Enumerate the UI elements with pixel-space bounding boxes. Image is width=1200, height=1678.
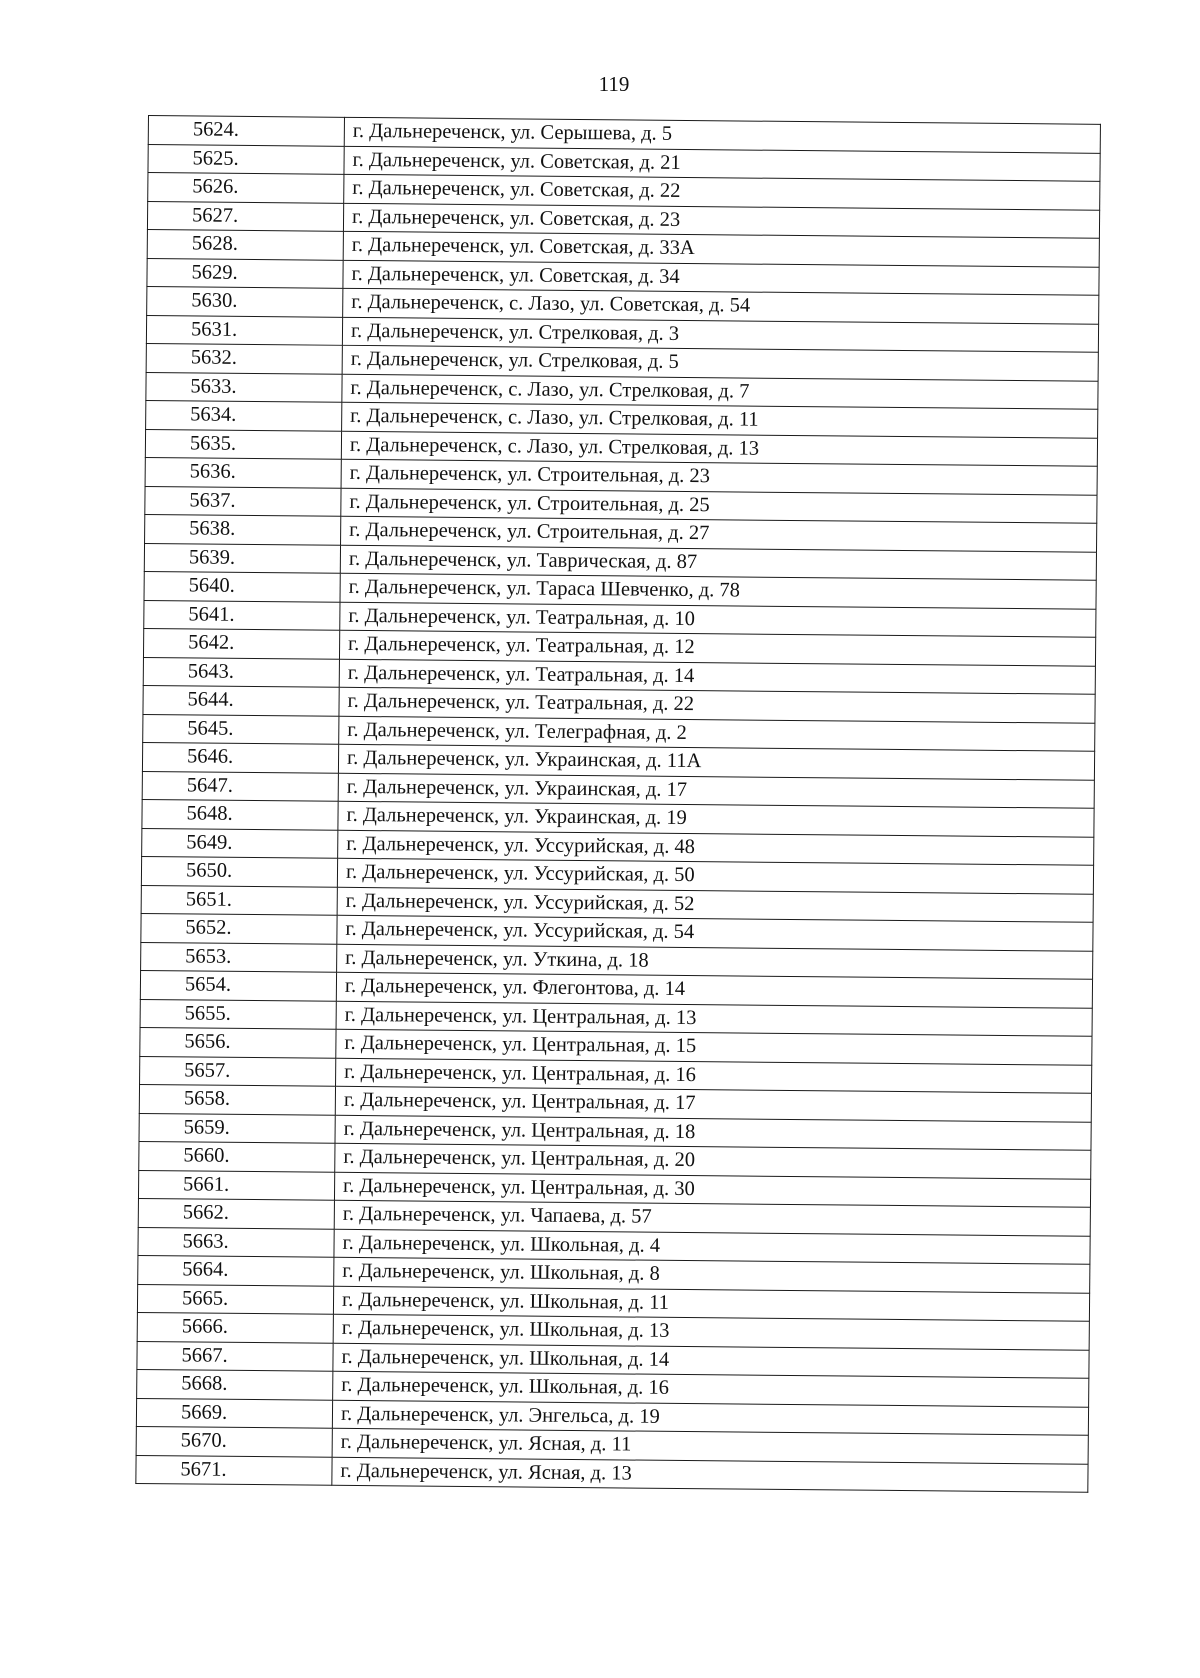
row-number: 5634. [146,400,342,430]
row-address: г. Дальнереченск, ул. Уссурийская, д. 50 [337,858,1093,893]
row-number: 5652. [141,913,337,943]
row-number: 5638. [145,514,341,544]
row-number: 5646. [142,742,338,772]
row-number: 5667. [137,1341,333,1371]
row-address: г. Дальнереченск, ул. Уссурийская, д. 54 [337,915,1093,950]
row-address: г. Дальнереченск, ул. Энгельса, д. 19 [332,1400,1088,1435]
row-address: г. Дальнереченск, ул. Центральная, д. 17 [335,1086,1091,1121]
row-address: г. Дальнереченск, ул. Чапаева, д. 57 [334,1200,1090,1235]
row-address: г. Дальнереченск, ул. Школьная, д. 13 [333,1314,1089,1349]
row-number: 5664. [138,1255,334,1285]
row-address: г. Дальнереченск, с. Лазо, ул. Советская, д. 54 [343,288,1099,323]
row-address: г. Дальнереченск, ул. Советская, д. 33А [343,231,1099,266]
row-address: г. Дальнереченск, ул. Центральная, д. 18 [335,1115,1091,1150]
row-address: г. Дальнереченск, ул. Театральная, д. 12 [339,630,1095,665]
row-number: 5647. [142,771,338,801]
row-address: г. Дальнереченск, ул. Театральная, д. 14 [339,659,1095,694]
row-address: г. Дальнереченск, ул. Центральная, д. 15 [336,1029,1092,1064]
row-number: 5633. [146,372,342,402]
row-address: г. Дальнереченск, ул. Советская, д. 23 [343,203,1099,238]
row-address: г. Дальнереченск, ул. Советская, д. 34 [343,260,1099,295]
row-number: 5632. [146,343,342,373]
row-address: г. Дальнереченск, ул. Телеграфная, д. 2 [339,716,1095,751]
row-number: 5640. [144,571,340,601]
row-number: 5627. [147,201,343,231]
row-number: 5654. [140,970,336,1000]
row-address: г. Дальнереченск, ул. Уссурийская, д. 48 [338,830,1094,865]
row-number: 5629. [147,258,343,288]
row-address: г. Дальнереченск, ул. Центральная, д. 30 [334,1172,1090,1207]
row-number: 5624. [148,116,344,146]
row-address: г. Дальнереченск, ул. Ясная, д. 11 [332,1428,1088,1463]
row-number: 5666. [137,1312,333,1342]
row-number: 5644. [143,685,339,715]
row-address: г. Дальнереченск, ул. Театральная, д. 22 [339,687,1095,722]
row-number: 5661. [138,1170,334,1200]
row-address: г. Дальнереченск, с. Лазо, ул. Стрелковая, д. 13 [341,431,1097,466]
row-address: г. Дальнереченск, ул. Строительная, д. 27 [341,516,1097,551]
row-number: 5671. [136,1455,332,1485]
row-address: г. Дальнереченск, ул. Серышева, д. 5 [344,117,1100,152]
row-address: г. Дальнереченск, ул. Таврическая, д. 87 [340,545,1096,580]
row-number: 5648. [142,799,338,829]
row-number: 5655. [140,999,336,1029]
row-number: 5649. [142,828,338,858]
row-number: 5628. [147,229,343,259]
row-address: г. Дальнереченск, ул. Театральная, д. 10 [340,602,1096,637]
row-address: г. Дальнереченск, ул. Центральная, д. 20 [335,1143,1091,1178]
row-number: 5631. [146,315,342,345]
row-address: г. Дальнереченск, ул. Уссурийская, д. 52 [337,887,1093,922]
row-number: 5643. [143,657,339,687]
row-address: г. Дальнереченск, ул. Советская, д. 22 [344,174,1100,209]
row-number: 5660. [139,1141,335,1171]
row-number: 5635. [145,429,341,459]
row-address: г. Дальнереченск, ул. Ясная, д. 13 [332,1457,1088,1492]
row-address: г. Дальнереченск, ул. Школьная, д. 11 [333,1286,1089,1321]
row-address: г. Дальнереченск, ул. Стрелковая, д. 3 [342,317,1098,352]
row-number: 5653. [141,942,337,972]
row-number: 5658. [139,1084,335,1114]
row-number: 5626. [148,173,344,203]
row-number: 5630. [147,286,343,316]
row-address: г. Дальнереченск, ул. Стрелковая, д. 5 [342,345,1098,380]
row-address: г. Дальнереченск, ул. Советская, д. 21 [344,146,1100,181]
row-address: г. Дальнереченск, ул. Центральная, д. 16 [336,1058,1092,1093]
row-address: г. Дальнереченск, ул. Уткина, д. 18 [337,944,1093,979]
row-address: г. Дальнереченск, ул. Тараса Шевченко, д. 78 [340,573,1096,608]
row-number: 5637. [145,486,341,516]
row-number: 5656. [140,1027,336,1057]
row-address: г. Дальнереченск, ул. Строительная, д. 25 [341,488,1097,523]
row-address: г. Дальнереченск, с. Лазо, ул. Стрелковая, д. 11 [342,402,1098,437]
row-number: 5642. [143,628,339,658]
row-number: 5659. [139,1113,335,1143]
row-number: 5657. [140,1056,336,1086]
row-number: 5662. [138,1198,334,1228]
row-address: г. Дальнереченск, ул. Украинская, д. 17 [338,773,1094,808]
row-number: 5641. [144,600,340,630]
row-number: 5669. [136,1398,332,1428]
row-address: г. Дальнереченск, ул. Школьная, д. 14 [333,1343,1089,1378]
row-number: 5651. [141,885,337,915]
row-address: г. Дальнереченск, ул. Украинская, д. 11А [338,744,1094,779]
page-number: 119 [598,72,630,96]
row-number: 5668. [137,1369,333,1399]
row-number: 5636. [145,457,341,487]
row-address: г. Дальнереченск, ул. Центральная, д. 13 [336,1001,1092,1036]
row-number: 5645. [143,714,339,744]
row-address: г. Дальнереченск, ул. Флегонтова, д. 14 [336,972,1092,1007]
address-table-body [136,116,1101,1493]
row-address: г. Дальнереченск, с. Лазо, ул. Стрелковая, д. 7 [342,374,1098,409]
row-number: 5625. [148,144,344,174]
row-address: г. Дальнереченск, ул. Школьная, д. 8 [334,1257,1090,1292]
row-address: г. Дальнереченск, ул. Строительная, д. 23 [341,459,1097,494]
row-address: г. Дальнереченск, ул. Украинская, д. 19 [338,801,1094,836]
row-number: 5650. [141,856,337,886]
row-number: 5639. [144,543,340,573]
row-number: 5665. [137,1284,333,1314]
row-address: г. Дальнереченск, ул. Школьная, д. 4 [334,1229,1090,1264]
row-address: г. Дальнереченск, ул. Школьная, д. 16 [333,1371,1089,1406]
row-number: 5670. [136,1426,332,1456]
row-number: 5663. [138,1227,334,1257]
address-table [135,115,1101,1493]
